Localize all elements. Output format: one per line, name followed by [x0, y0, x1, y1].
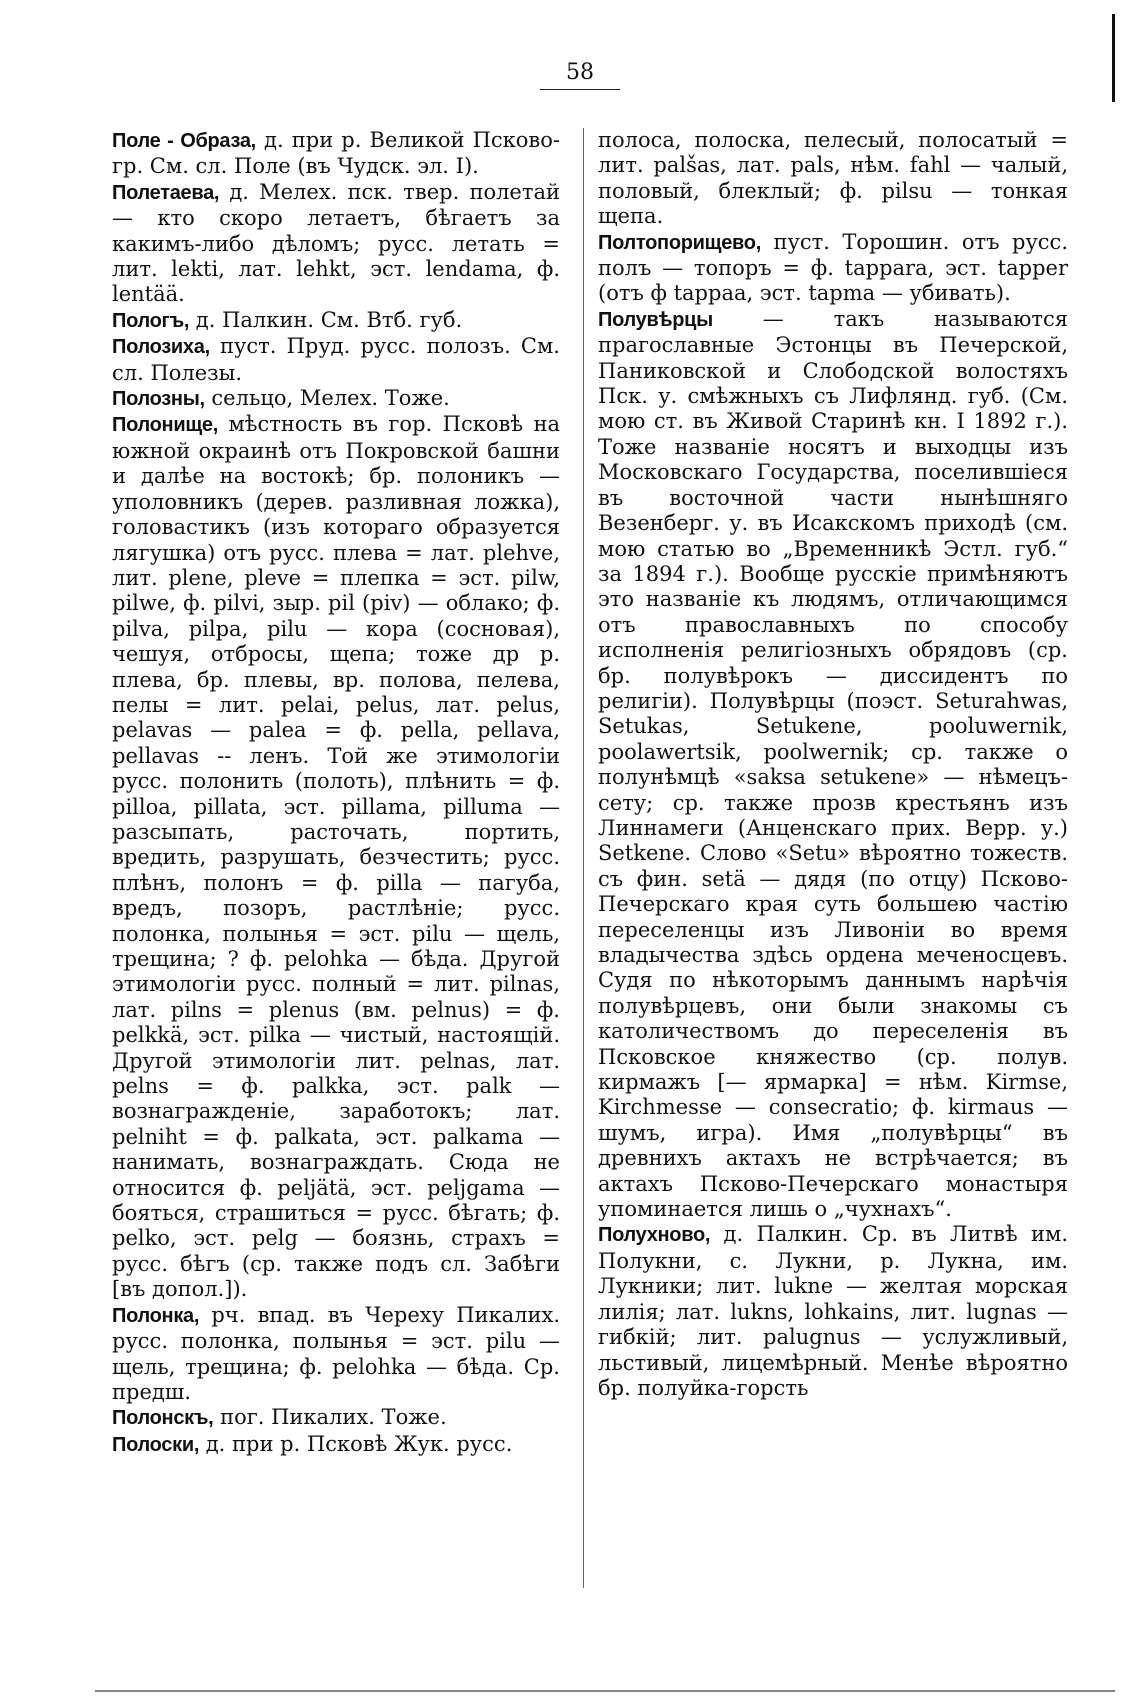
entry-headword: Полувѣрцы — [598, 308, 713, 331]
entry-headword: Поле - Образа, — [112, 130, 256, 152]
dictionary-entry — [112, 386, 560, 412]
entry-headword: Полетаева, — [112, 181, 220, 204]
dictionary-entry — [112, 334, 560, 386]
column-divider — [583, 128, 584, 1588]
entry-body: д. при р. Псковѣ Жук. русс. — [199, 1431, 513, 1456]
entry-headword: Полонка, — [112, 1304, 200, 1327]
dictionary-entry — [112, 180, 560, 308]
dictionary-entry — [112, 1432, 560, 1458]
entry-headword: Пологъ, — [112, 309, 190, 332]
dictionary-entry — [112, 308, 560, 334]
entry-body: д. Палкин. См. Втб. губ. — [189, 307, 463, 332]
dictionary-entry — [112, 412, 560, 1302]
dictionary-entry — [112, 1405, 560, 1431]
page-number: 58 — [540, 60, 620, 90]
entry-body: — такъ называются прагославные Эстонцы въ Печерской, Паниковской и Слободской волостяхъ Пск. у. смѣжныхъ съ Лифлянд. губ. (См. мою ст. въ Живой Старинѣ кн. I 1892 г.). Тоже названіе носятъ и выходцы изъ Московскаго Государства, поселившіеся въ восточной части нынѣшняго Везенберг. у. въ Исакскомъ приходѣ (см. мою статью во „Временникѣ Эстл. губ.“ за 1894 г.). Вообще русскіе примѣняютъ это названіе къ людямъ, отличающимся отъ православныхъ по способу исполненія религіозныхъ обрядовъ (ср. бр. полувѣрокъ — диссидентъ по религіи). Полувѣрцы (поэст. Seturahwas, Setukas, Setukene, pooluwernik, poolawertsik, poolwernik; ср. также о полунѣмцѣ «saksa setukene» — нѣмецъ-сету; ср. также прозв крестьянъ изъ Линнамеги (Анценскаго прих. Верр. у.) Setkene. Слово «Setu» вѣроятно тожеств. съ фин. setä — дядя (по отцу) Псково-Печерскаго края суть большею частію переселенцы изъ Ливоніи во время владычества здѣсь ордена меченосцевъ. Судя по нѣкоторымъ даннымъ нарѣчія полувѣрцевъ, они были знакомы съ католичествомъ до переселенія въ Псковское княжество (ср. полув. кирмажъ [— ярмарка] = нѣм. Kirmse, Kirchmesse — consecratio; ф. kirmaus — шумъ, игра). Имя „полувѣрцы“ въ древнихъ актахъ не встрѣчается; въ актахъ Псково-Печерскаго монастыря упоминается лишь о „чухнахъ“. — [598, 306, 1068, 1222]
entry-headword: Полухново, — [598, 1224, 711, 1247]
dictionary-entry — [598, 230, 1068, 307]
dictionary-entry — [598, 307, 1068, 1223]
entry-body: рч. впад. въ Череху Пикалих. русс. полонка, полынья = эст. pilu — щель, трещина; ф. pelohka — бѣда. Ср. предш. — [112, 1302, 560, 1404]
entry-body: д. при р. Великой Псково-гр. См. сл. Поле (въ Чудск. эл. I). — [112, 128, 560, 179]
right-column — [598, 128, 1068, 1401]
entry-body: пуст. Пруд. русс. полозъ. См. сл. Полезы. — [112, 334, 560, 385]
dictionary-entry — [598, 128, 1068, 230]
entry-body: пуст. Торошин. отъ русс. полъ — топоръ = ф. tappara, эст. tapper (отъ ф tappaa, эст. tapma — убивать). — [598, 229, 1068, 306]
entry-headword: Полтопорищево, — [598, 231, 761, 254]
entry-headword: Полонскъ, — [112, 1407, 214, 1430]
bottom-rule — [95, 1690, 1115, 1692]
margin-mark — [1112, 14, 1115, 102]
entry-body: сельцо, Мелех. Тоже. — [204, 386, 450, 411]
dictionary-entry — [598, 1222, 1068, 1401]
entry-body: полоса, полоска, пелесый, полосатый = лит. palšas, лат. pals, нѣм. fahl — чалый, половый, блеклый; ф. pilsu — тонкая щепа. — [598, 128, 1068, 229]
entry-body: д. Палкин. Ср. въ Литвѣ им. Полукни, с. Лукни, р. Лукна, им. Лукники; лит. lukne — желтая морская лилія; лат. lukns, lohkains, лит. lugnas — гибкій; лит. palugnus — услужливый, льстивый, лицемѣрный. Менѣе вѣроятно бр. полуйка-горсть — [598, 1222, 1068, 1400]
dictionary-entry — [112, 128, 560, 180]
entry-headword: Полоски, — [112, 1433, 200, 1456]
entry-headword: Полонище, — [112, 414, 218, 437]
left-column — [112, 128, 560, 1458]
entry-headword: Полозиха, — [112, 336, 210, 359]
entry-body: пог. Пикалих. Тоже. — [213, 1405, 447, 1430]
dictionary-entry — [112, 1303, 560, 1406]
entry-body: д. Мелех. пск. твер. полетай — кто скоро летаетъ, бѣгаетъ за какимъ-либо дѣломъ; русс. летать = лит. lekti, лат. lehkt, эст. lendama, ф. lentää. — [112, 179, 560, 307]
entry-headword: Полозны, — [112, 388, 205, 411]
entry-body: мѣстность въ гор. Псковѣ на южной окраинѣ отъ Покровской башни и далѣе на востокѣ; бр. полоникъ — уполовникъ (дерев. разливная ложка), головастикъ (изъ котораго образуется лягушка) отъ русс. плева = лат. plehve, лит. plene, pleve = плепка = эст. pilw, pilwe, ф. pilvi, зыр. pil (piv) — облако; ф. pilva, pilpa, pilu — кора (сосновая), чешуя, отбросы, щепа; тоже др р. плева, бр. плевы, вр. полова, пелева, пелы = лит. pelai, pelus, лат. pelus, pelavas — palea = ф. pella, pellava, pellavas -- ленъ. Той же этимологіи русс. полонить (полоть), плѣнить = ф. pilloa, pillata, эст. pillama, pilluma — разсыпать, расточать, портить, вредить, разрушать, безчестить; русс. плѣнъ, полонъ = ф. pilla — пагуба, вредъ, позоръ, растлѣніе; русс. полонка, полынья = эст. pilu — щель, трещина; ? ф. pelohka — бѣда. Другой этимологіи русс. полный = лит. pilnas, лат. pilns = plenus (вм. pelnus) = ф. pelkkä, эст. pilka — чистый, настоящій. Другой этимологіи лит. pelnas, лат. pelns = ф. palkka, эст. palk — вознагражденіе, заработокъ; лат. pelniht = ф. palkata, эст. palkama — нанимать, вознаграждать. Сюда не относится ф. peljätä, эст. peljgama — бояться, страшиться = русс. бѣгать; ф. pelko, эст. pelg — боязнь, страхъ = русс. бѣгъ (ср. также подъ сл. Забѣги [въ допол.]). — [112, 412, 560, 1302]
